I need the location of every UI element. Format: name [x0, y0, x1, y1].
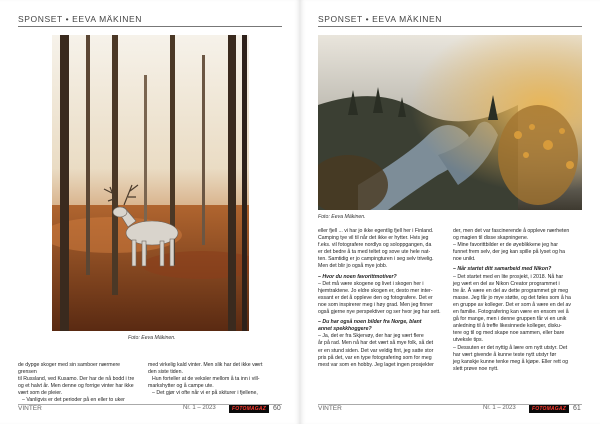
interview-question: annet spekkhoggere?	[318, 326, 372, 333]
body-line: jeg kanskje kunne tenke meg å kjøpe. Eller rett og	[453, 358, 569, 365]
river-photo-illustration	[318, 35, 582, 210]
body-line: også gjerne nye perspektiver og ser hvor jeg har sett.	[318, 309, 441, 316]
body-line: hjemtraktene. Jo eldre skogen er, desto mer inter-	[318, 287, 433, 294]
body-line: er en stund siden. Det var veldig fint, jeg satte stor	[318, 347, 434, 354]
logo-text: FOTOMAGAZ	[532, 406, 566, 412]
body-line: – Dessuten er det nyttig å lære om nytt utstyr. Det	[453, 344, 568, 351]
body-line: til Russland, ved Kusamo. Der har de nå bodd i tre	[18, 376, 135, 383]
body-line: noe unikt.	[453, 256, 476, 263]
right-page-header: SPONSET • EEVA MÄKINEN	[318, 14, 443, 24]
body-line: en familie. Fotografering kan være en ensom vei å	[453, 309, 569, 316]
river-forest-photo	[318, 35, 582, 210]
left-issue-number: Nr. 1 – 2023	[183, 405, 216, 411]
body-line: gå for mange, men i denne gruppen får vi en unik	[453, 316, 567, 323]
body-line: tre år. Å være en del av dette programmet gir meg	[453, 287, 569, 294]
left-footer-section: VINTER	[18, 405, 42, 412]
header-rule	[18, 26, 282, 27]
body-line: Camping tye vil til når det ikke er hytter. Hvis jeg	[318, 235, 429, 242]
body-line: – Det må være skogene og livet i skogen her i	[318, 280, 424, 287]
right-page	[300, 0, 600, 424]
right-issue-number: Nr. 1 – 2023	[483, 405, 516, 411]
interview-question: – Når startet ditt samarbeid med Nikon?	[453, 266, 552, 273]
body-line: tere og til og med skape noe sammen, eller bare	[453, 330, 565, 337]
body-line: eller fjell ... vi har jo ikke egentlig fjell her i Finland.	[318, 228, 434, 234]
body-line: med virkelig kald vinter. Men slik har det ikke vært	[148, 362, 263, 368]
body-line: noe som inspirerer meg i høy grad. Men jeg finner	[318, 301, 433, 308]
left-page-number: 60	[273, 405, 281, 412]
left-text-column-1	[18, 362, 140, 405]
body-line: og et halvt år. Men denne og forrige vinter har ikke	[18, 383, 134, 390]
body-line: masse. Jeg får jo mye støtte, og det føles som å ha	[453, 294, 571, 301]
body-line: mest var som en hobby. Jeg laget ingen prosjekter	[318, 361, 434, 368]
fotomagazin-logo	[529, 405, 569, 413]
logo-text: FOTOMAGAZ	[232, 406, 266, 412]
right-text-column-1	[318, 228, 448, 369]
body-line: f.eks. vil fotografere nordlys og soloppgangen, da	[318, 242, 432, 249]
left-text-column-2	[148, 362, 282, 397]
body-line: der, men det var fascinerende å oppleve nærheten	[453, 228, 570, 234]
left-page-header: SPONSET • EEVA MÄKINEN	[18, 14, 143, 24]
interview-question: – Hvor du noen favorittmotiver?	[318, 273, 397, 280]
body-line: den siste tiden.	[148, 369, 183, 376]
body-line: – Det startet med en lite prosjekt, i 2018. Nå har	[453, 273, 564, 280]
fotomagazin-logo	[229, 405, 269, 413]
body-line: en gruppe av kolleger. Det er som å være en del av	[453, 301, 571, 308]
body-line: er det bedre å ta med teltet og sove ute hele nat-	[318, 249, 431, 256]
body-line: de dypge skoger med sin samboer nærmere grensen	[18, 362, 121, 376]
reindeer-photo-illustration	[52, 35, 249, 331]
right-page-number: 61	[573, 405, 581, 412]
right-footer-section: VINTER	[318, 405, 342, 412]
left-photo-caption: Foto: Eeva Mäkinen.	[128, 335, 176, 341]
body-line: – Mine favorittbilder er de øyeblikkene jeg har	[453, 242, 558, 249]
right-text-column-2	[453, 228, 583, 373]
body-line: – Det gjør vi ofte når vi er på skiturer i fjellene,	[152, 390, 258, 397]
body-line: funnet frem selv, der jeg kan spille på lyset og ha	[453, 249, 566, 256]
body-line: utveksle tips.	[453, 337, 483, 344]
header-rule	[318, 26, 582, 27]
body-line: anledning til å treffe likesinnede kolleger, disku-	[453, 323, 562, 330]
body-line: – Ja, det er fra Skjervøy, der har jeg vært flere	[318, 333, 424, 340]
body-line: markshytter og å campe ute.	[148, 383, 214, 390]
body-line: pris på det, var en type fotografering som for meg	[318, 354, 432, 361]
body-line: – Vanligvis er det perioder på en eller to uker	[22, 397, 125, 404]
body-line: jeg vært en del av Nikon Creator programmet i	[453, 280, 560, 287]
body-line: har vært givende å kunne teste nytt utstyr før	[453, 351, 557, 358]
right-photo-caption: Foto: Eeva Mäkinen.	[318, 214, 366, 220]
body-line: Men det blir jo også mye jobb.	[318, 263, 388, 270]
interview-question: – Du har også noen bilder fra Norge, blant	[318, 319, 422, 326]
body-line: vært som de pleier.	[18, 390, 63, 397]
body-line: ten. Samtidig er jo campingturen i seg selv trivelig.	[318, 256, 434, 263]
body-line: essant er det å oppleve den og fotografere. Det er	[318, 294, 433, 301]
reindeer-forest-photo	[52, 35, 249, 331]
body-line: slett prøve noe nytt.	[453, 365, 499, 372]
body-line: Hun forteller at de veksler mellom å ta inn i vill-	[152, 376, 260, 383]
body-line: år på rad. Men nå har det vært så mye folk, så det	[318, 340, 434, 347]
body-line: og magien til disse skapningene.	[453, 235, 529, 242]
